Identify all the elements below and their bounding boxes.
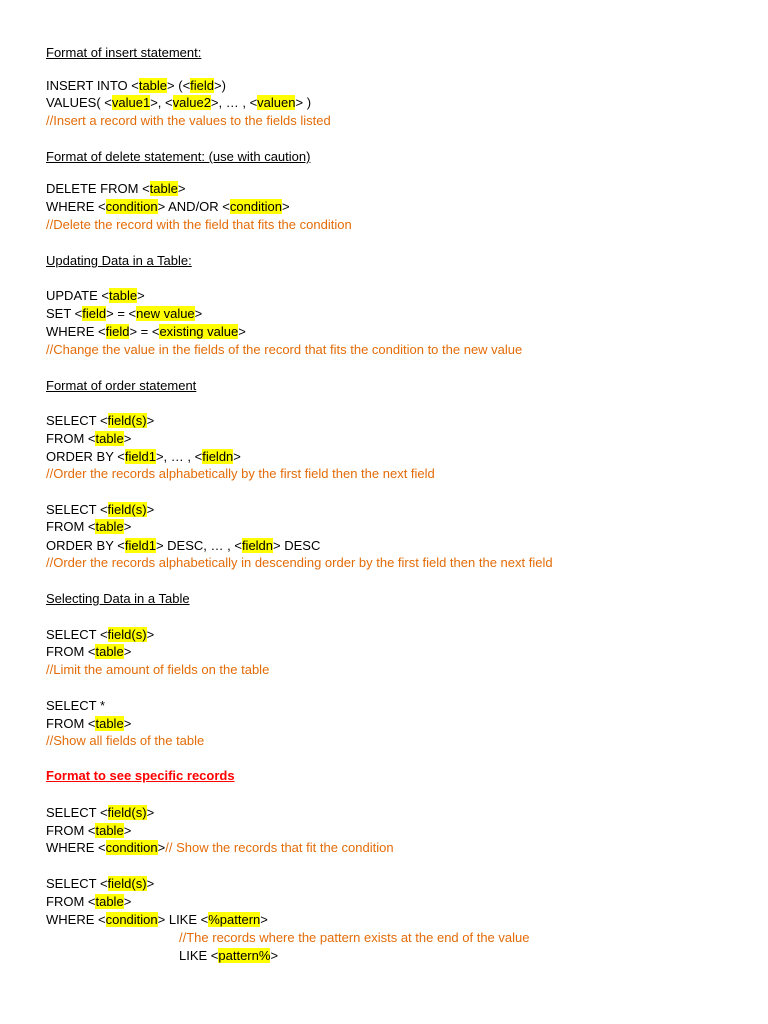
code-line: SELECT * [46, 698, 106, 713]
code-line: WHERE <condition> LIKE <%pattern> [46, 912, 268, 927]
comment-line: //Change the value in the fields of the record that fits the condition to the new value [46, 342, 523, 357]
code-line: ORDER BY <field1>, … , <fieldn> [46, 449, 241, 464]
code-line: WHERE <condition> AND/OR <condition> [46, 199, 290, 214]
heading-insert: Format of insert statement: [46, 45, 202, 60]
comment-line: //Delete the record with the field that fits the condition [46, 217, 352, 232]
code-line: FROM <table> [46, 716, 132, 731]
heading-delete: Format of delete statement: (use with caution) [46, 149, 311, 164]
comment-line: //Order the records alphabetically in descending order by the first field then the next field [46, 555, 553, 570]
code-line: FROM <table> [46, 519, 132, 534]
code-line: SELECT <field(s)> [46, 627, 155, 642]
code-line: FROM <table> [46, 894, 132, 909]
code-line: FROM <table> [46, 644, 132, 659]
heading-select: Selecting Data in a Table [46, 591, 190, 606]
heading-specific: Format to see specific records [46, 768, 235, 783]
comment-line: //Insert a record with the values to the fields listed [46, 113, 331, 128]
code-line: INSERT INTO <table> (<field>) [46, 78, 226, 93]
comment-line: //Limit the amount of fields on the table [46, 662, 270, 677]
comment-line: //Order the records alphabetically by the first field then the next field [46, 466, 435, 481]
code-line: SELECT <field(s)> [46, 413, 155, 428]
code-line: ORDER BY <field1> DESC, … , <fieldn> DESC [46, 538, 321, 553]
code-line: UPDATE <table> [46, 288, 145, 303]
code-line: WHERE <field> = <existing value> [46, 324, 246, 339]
code-line: FROM <table> [46, 823, 132, 838]
comment-line: //Show all fields of the table [46, 733, 205, 748]
heading-order: Format of order statement [46, 378, 197, 393]
heading-update: Updating Data in a Table: [46, 253, 192, 268]
code-line: WHERE <condition>// Show the records that fit the condition [46, 840, 394, 855]
code-line: SET <field> = <new value> [46, 306, 203, 321]
code-line: LIKE <pattern%> [179, 948, 279, 963]
code-line: SELECT <field(s)> [46, 805, 155, 820]
code-line: DELETE FROM <table> [46, 181, 186, 196]
code-line: SELECT <field(s)> [46, 876, 155, 891]
code-line: VALUES( <value1>, <value2>, … , <valuen> ) [46, 95, 312, 110]
comment-line: //The records where the pattern exists at the end of the value [179, 930, 530, 945]
code-line: SELECT <field(s)> [46, 502, 155, 517]
code-line: FROM <table> [46, 431, 132, 446]
